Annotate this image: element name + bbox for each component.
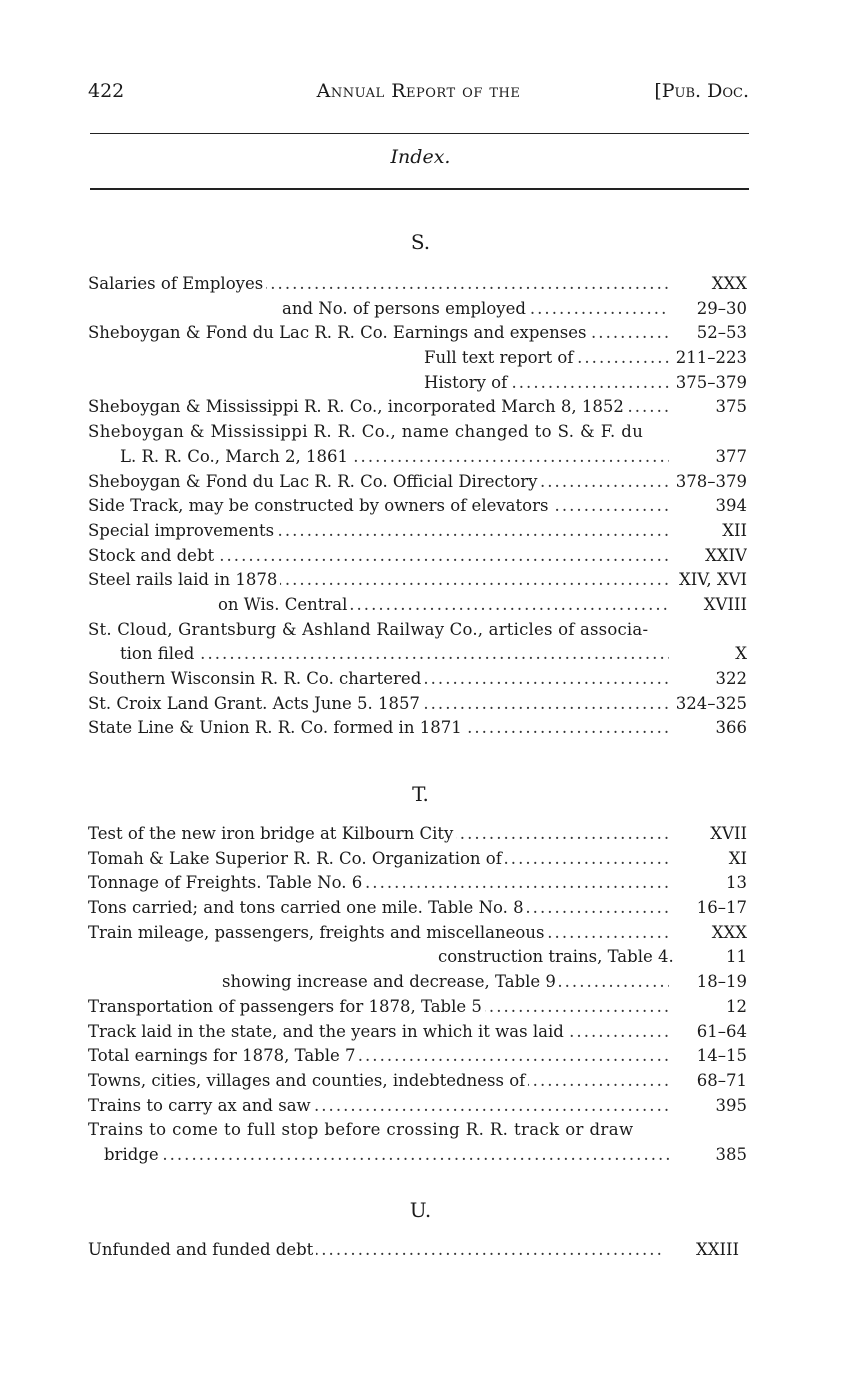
entry-text: State Line & Union R. R. Co. formed in 1871 bbox=[88, 716, 465, 741]
index-entry bbox=[88, 321, 747, 346]
entry-page: 394 bbox=[712, 494, 748, 519]
index-entry bbox=[88, 395, 747, 420]
entry-text: Southern Wisconsin R. R. Co. chartered bbox=[88, 667, 424, 692]
entry-text: Towns, cities, villages and counties, indebtedness of bbox=[88, 1069, 528, 1094]
section-letter-u: U. bbox=[409, 1198, 432, 1222]
running-title: Annual Report of the bbox=[316, 80, 521, 102]
entry-text: showing increase and decrease, Table 9 bbox=[222, 970, 559, 995]
index-entry bbox=[88, 1094, 747, 1119]
index-entry bbox=[88, 692, 747, 717]
entry-page: 395 bbox=[712, 1094, 748, 1119]
entry-text: Total earnings for 1878, Table 7 bbox=[88, 1044, 359, 1069]
entry-text: St. Cloud, Grantsburg & Ashland Railway Co., articles of associa- bbox=[88, 618, 651, 643]
entry-page: 378–379 bbox=[672, 470, 747, 495]
entry-page: 385 bbox=[712, 1143, 748, 1168]
entry-page: XXIV bbox=[701, 544, 747, 569]
index-entry bbox=[88, 568, 747, 593]
entry-text: Trains to come to full stop before crossing R. R. track or draw bbox=[88, 1118, 636, 1143]
entry-page: XVIII bbox=[700, 593, 747, 618]
section-letter-s: S. bbox=[410, 230, 431, 254]
entry-text: Side Track, may be constructed by owners of elevators bbox=[88, 494, 551, 519]
page-number: 422 bbox=[88, 80, 125, 102]
entry-text: Sheboygan & Mississippi R. R. Co., incorporated March 8, 1852 bbox=[88, 395, 627, 420]
index-entry bbox=[88, 1238, 739, 1263]
entry-page: 16–17 bbox=[693, 896, 747, 921]
entry-page: XII bbox=[718, 519, 747, 544]
index-entry bbox=[88, 494, 747, 519]
entry-page: 375–379 bbox=[672, 371, 747, 396]
entry-text: Full text report of bbox=[424, 346, 576, 371]
entry-text: tion filed bbox=[120, 642, 197, 667]
entry-page: 366 bbox=[712, 716, 748, 741]
index-entry bbox=[88, 1143, 747, 1168]
entry-page: 377 bbox=[712, 445, 748, 470]
index-entry bbox=[88, 1020, 747, 1045]
entry-page: 324–325 bbox=[672, 692, 747, 717]
index-entry bbox=[88, 1044, 747, 1069]
entry-text: Special improvements bbox=[88, 519, 277, 544]
entry-page: XXIII bbox=[692, 1238, 739, 1263]
entry-text: Salaries of Employes bbox=[88, 272, 266, 297]
entry-text: St. Croix Land Grant. Acts June 5. 1857 bbox=[88, 692, 423, 717]
entry-page: 11 bbox=[722, 945, 747, 970]
entry-page: XI bbox=[725, 847, 747, 872]
index-entry bbox=[88, 822, 747, 847]
index-entry bbox=[88, 420, 747, 445]
index-entry bbox=[88, 642, 747, 667]
entry-text: Tomah & Lake Superior R. R. Co. Organization of bbox=[88, 847, 505, 872]
entry-page: 322 bbox=[712, 667, 748, 692]
entry-text: Tonnage of Freights. Table No. 6 bbox=[88, 871, 365, 896]
entry-text: on Wis. Central bbox=[218, 593, 350, 618]
index-entry bbox=[88, 921, 747, 946]
entry-page: XXX bbox=[708, 272, 747, 297]
index-entry bbox=[88, 896, 747, 921]
index-entry bbox=[88, 593, 747, 618]
top-rule bbox=[90, 133, 749, 134]
entry-text: and No. of persons employed bbox=[282, 297, 529, 322]
index-entry bbox=[88, 618, 747, 643]
index-entry bbox=[88, 871, 747, 896]
index-entry bbox=[88, 945, 747, 970]
entry-page: 14–15 bbox=[693, 1044, 747, 1069]
entry-text: Steel rails laid in 1878 bbox=[88, 568, 280, 593]
section-s-entries bbox=[88, 272, 747, 741]
index-entry bbox=[88, 272, 747, 297]
index-entry bbox=[88, 346, 747, 371]
index-entry bbox=[88, 995, 747, 1020]
entry-text: L. R. R. Co., March 2, 1861 bbox=[120, 445, 351, 470]
entry-page: 68–71 bbox=[693, 1069, 747, 1094]
entry-page: 29–30 bbox=[693, 297, 747, 322]
index-entry bbox=[88, 519, 747, 544]
entry-text: Sheboygan & Fond du Lac R. R. Co. Earnings and expenses bbox=[88, 321, 590, 346]
section-t-entries bbox=[88, 822, 747, 1168]
index-entry bbox=[88, 297, 747, 322]
section-letter-t: T. bbox=[412, 782, 429, 806]
section-title: Index. bbox=[390, 146, 451, 168]
index-entry bbox=[88, 1069, 747, 1094]
entry-text: Train mileage, passengers, freights and miscellaneous bbox=[88, 921, 547, 946]
index-entry bbox=[88, 667, 747, 692]
index-entry bbox=[88, 847, 747, 872]
entry-page: 18–19 bbox=[693, 970, 747, 995]
index-entry bbox=[88, 716, 747, 741]
entry-page: 13 bbox=[722, 871, 747, 896]
entry-text: bridge bbox=[104, 1143, 162, 1168]
entry-text: Tons carried; and tons carried one mile. Table No. 8 bbox=[88, 896, 527, 921]
entry-text: Stock and debt bbox=[88, 544, 217, 569]
running-head bbox=[88, 80, 749, 110]
doc-label: [Pub. Doc. bbox=[654, 80, 749, 102]
entry-text: Sheboygan & Mississippi R. R. Co., name changed to S. & F. du bbox=[88, 420, 646, 445]
entry-page: 61–64 bbox=[693, 1020, 747, 1045]
entry-text: Trains to carry ax and saw bbox=[88, 1094, 314, 1119]
index-entry bbox=[88, 1118, 747, 1143]
entry-text: construction trains, Table 4. bbox=[438, 945, 677, 970]
entry-page: XVII bbox=[706, 822, 747, 847]
entry-page: 375 bbox=[712, 395, 748, 420]
bottom-rule bbox=[90, 188, 749, 190]
entry-text: Unfunded and funded debt bbox=[88, 1238, 316, 1263]
entry-page: 52–53 bbox=[693, 321, 747, 346]
entry-page: XIV, XVI bbox=[675, 568, 747, 593]
index-entry bbox=[88, 544, 747, 569]
entry-page: 12 bbox=[722, 995, 747, 1020]
index-entry bbox=[88, 470, 747, 495]
entry-text: Track laid in the state, and the years in which it was laid bbox=[88, 1020, 567, 1045]
index-entry bbox=[88, 371, 747, 396]
entry-text: Transportation of passengers for 1878, Table 5 bbox=[88, 995, 485, 1020]
section-u-entries bbox=[88, 1238, 739, 1263]
entry-page: X bbox=[731, 642, 747, 667]
entry-page: XXX bbox=[708, 921, 747, 946]
entry-text: Sheboygan & Fond du Lac R. R. Co. Official Directory bbox=[88, 470, 541, 495]
entry-page: 211–223 bbox=[672, 346, 747, 371]
entry-text: History of bbox=[424, 371, 510, 396]
index-entry bbox=[88, 970, 747, 995]
entry-text: Test of the new iron bridge at Kilbourn City bbox=[88, 822, 456, 847]
index-entry bbox=[88, 445, 747, 470]
